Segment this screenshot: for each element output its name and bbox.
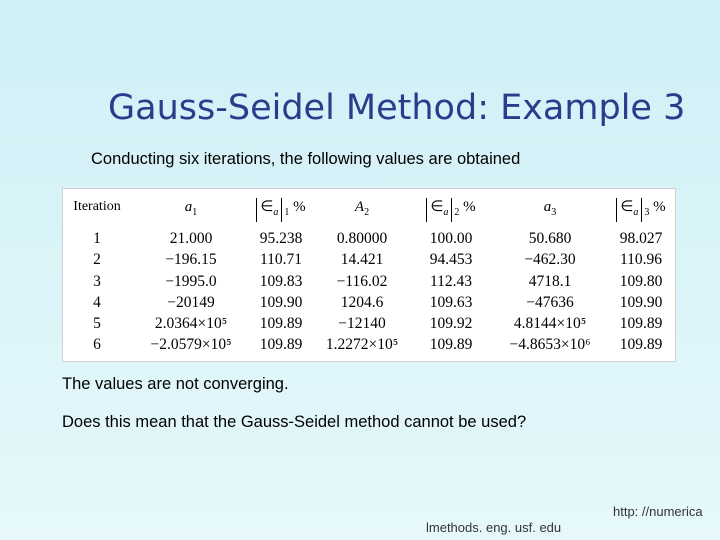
table-cell: 1204.6: [340, 293, 384, 311]
table-cell: 112.43: [429, 272, 473, 290]
table-cell: 4.8144×10⁵: [513, 315, 587, 333]
table-cell: 109.90: [259, 293, 303, 311]
table-cell: 109.89: [429, 336, 473, 354]
table-cell: 1: [93, 230, 101, 247]
table-cell: 2: [93, 251, 101, 269]
slide-title: Gauss-Seidel Method: Example 3: [108, 88, 686, 128]
a1-cells: [133, 228, 249, 356]
table-cell: −1995.0: [165, 272, 217, 290]
error2-cells: [415, 228, 487, 356]
epsilon-symbol: ∈: [620, 199, 634, 215]
table-cell: 109.89: [259, 336, 303, 354]
iteration-column: [63, 189, 131, 361]
a1-header: [133, 197, 249, 223]
a1-var: a: [184, 199, 193, 215]
error3-sub-n: 3: [644, 207, 650, 218]
a2-cells: [314, 228, 410, 356]
not-converging-note: The values are not converging.: [62, 375, 289, 393]
a3-column: [494, 189, 606, 361]
table-cell: 14.421: [340, 251, 384, 269]
table-cell: −4.8653×10⁶: [509, 336, 591, 354]
error2-header: [415, 197, 487, 223]
percent-sign: %: [653, 199, 666, 215]
iteration-cells: [63, 228, 131, 356]
error3-header: [609, 197, 673, 223]
table-cell: −2.0579×10⁵: [150, 336, 232, 354]
error2-sub-a: a: [443, 207, 449, 218]
a3-var: a: [543, 199, 552, 215]
error3-cells: [609, 228, 673, 356]
a2-sub: 2: [364, 207, 370, 218]
table-cell: 110.96: [619, 251, 663, 269]
table-cell: −20149: [167, 293, 215, 311]
table-cell: 109.80: [619, 272, 663, 290]
table-cell: 4: [93, 293, 101, 311]
a2-header: [314, 197, 410, 223]
error2-column: [415, 189, 487, 361]
a3-sub: 3: [551, 207, 557, 218]
error3-column: [609, 189, 673, 361]
percent-sign: %: [463, 199, 476, 215]
table-cell: 50.680: [528, 230, 572, 247]
table-cell: 98.027: [619, 230, 663, 247]
table-cell: 109.89: [259, 315, 303, 333]
table-cell: 109.83: [259, 272, 303, 290]
error1-cells: [250, 228, 312, 356]
error3-sub-a: a: [633, 207, 639, 218]
table-cell: −462.30: [524, 251, 576, 269]
table-cell: 3: [93, 272, 101, 290]
table-cell: −196.15: [165, 251, 217, 269]
iteration-header: Iteration: [73, 199, 121, 214]
table-cell: 100.00: [429, 230, 473, 247]
slide-subtitle: Conducting six iterations, the following values are obtained: [91, 150, 521, 168]
error1-sub-n: 1: [284, 207, 290, 218]
results-table: [62, 188, 676, 362]
error1-sub-a: a: [273, 207, 279, 218]
table-cell: 109.89: [619, 315, 663, 333]
table-cell: 109.92: [429, 315, 473, 333]
a1-sub: 1: [192, 207, 198, 218]
table-cell: 0.80000: [336, 230, 388, 247]
table-cell: −116.02: [336, 272, 388, 290]
footer-url-part1: http: //numerica: [613, 504, 703, 519]
table-cell: 109.63: [429, 293, 473, 311]
error1-column: [250, 189, 312, 361]
error1-header: [250, 197, 312, 223]
table-cell: 21.000: [169, 230, 213, 247]
percent-sign: %: [293, 199, 306, 215]
a1-column: [133, 189, 249, 361]
epsilon-symbol: ∈: [430, 199, 444, 215]
table-cell: 94.453: [429, 251, 473, 269]
table-cell: 6: [93, 336, 101, 354]
epsilon-symbol: ∈: [260, 199, 274, 215]
table-cell: 4718.1: [528, 272, 572, 290]
table-cell: 109.89: [619, 336, 663, 354]
table-cell: 110.71: [259, 251, 303, 269]
table-cell: −47636: [526, 293, 574, 311]
footer-url-part2: lmethods. eng. usf. edu: [426, 520, 562, 535]
table-cell: 1.2272×10⁵: [325, 336, 399, 354]
table-cell: 2.0364×10⁵: [154, 315, 228, 333]
a2-var: A: [354, 199, 365, 215]
question-note: Does this mean that the Gauss-Seidel method cannot be used?: [62, 413, 527, 431]
a2-column: [314, 189, 410, 361]
table-cell: 109.90: [619, 293, 663, 311]
a3-header: [494, 197, 606, 223]
table-cell: 95.238: [259, 230, 303, 247]
table-cell: 5: [93, 315, 101, 333]
table-cell: −12140: [338, 315, 386, 333]
error2-sub-n: 2: [454, 207, 460, 218]
a3-cells: [494, 228, 606, 356]
